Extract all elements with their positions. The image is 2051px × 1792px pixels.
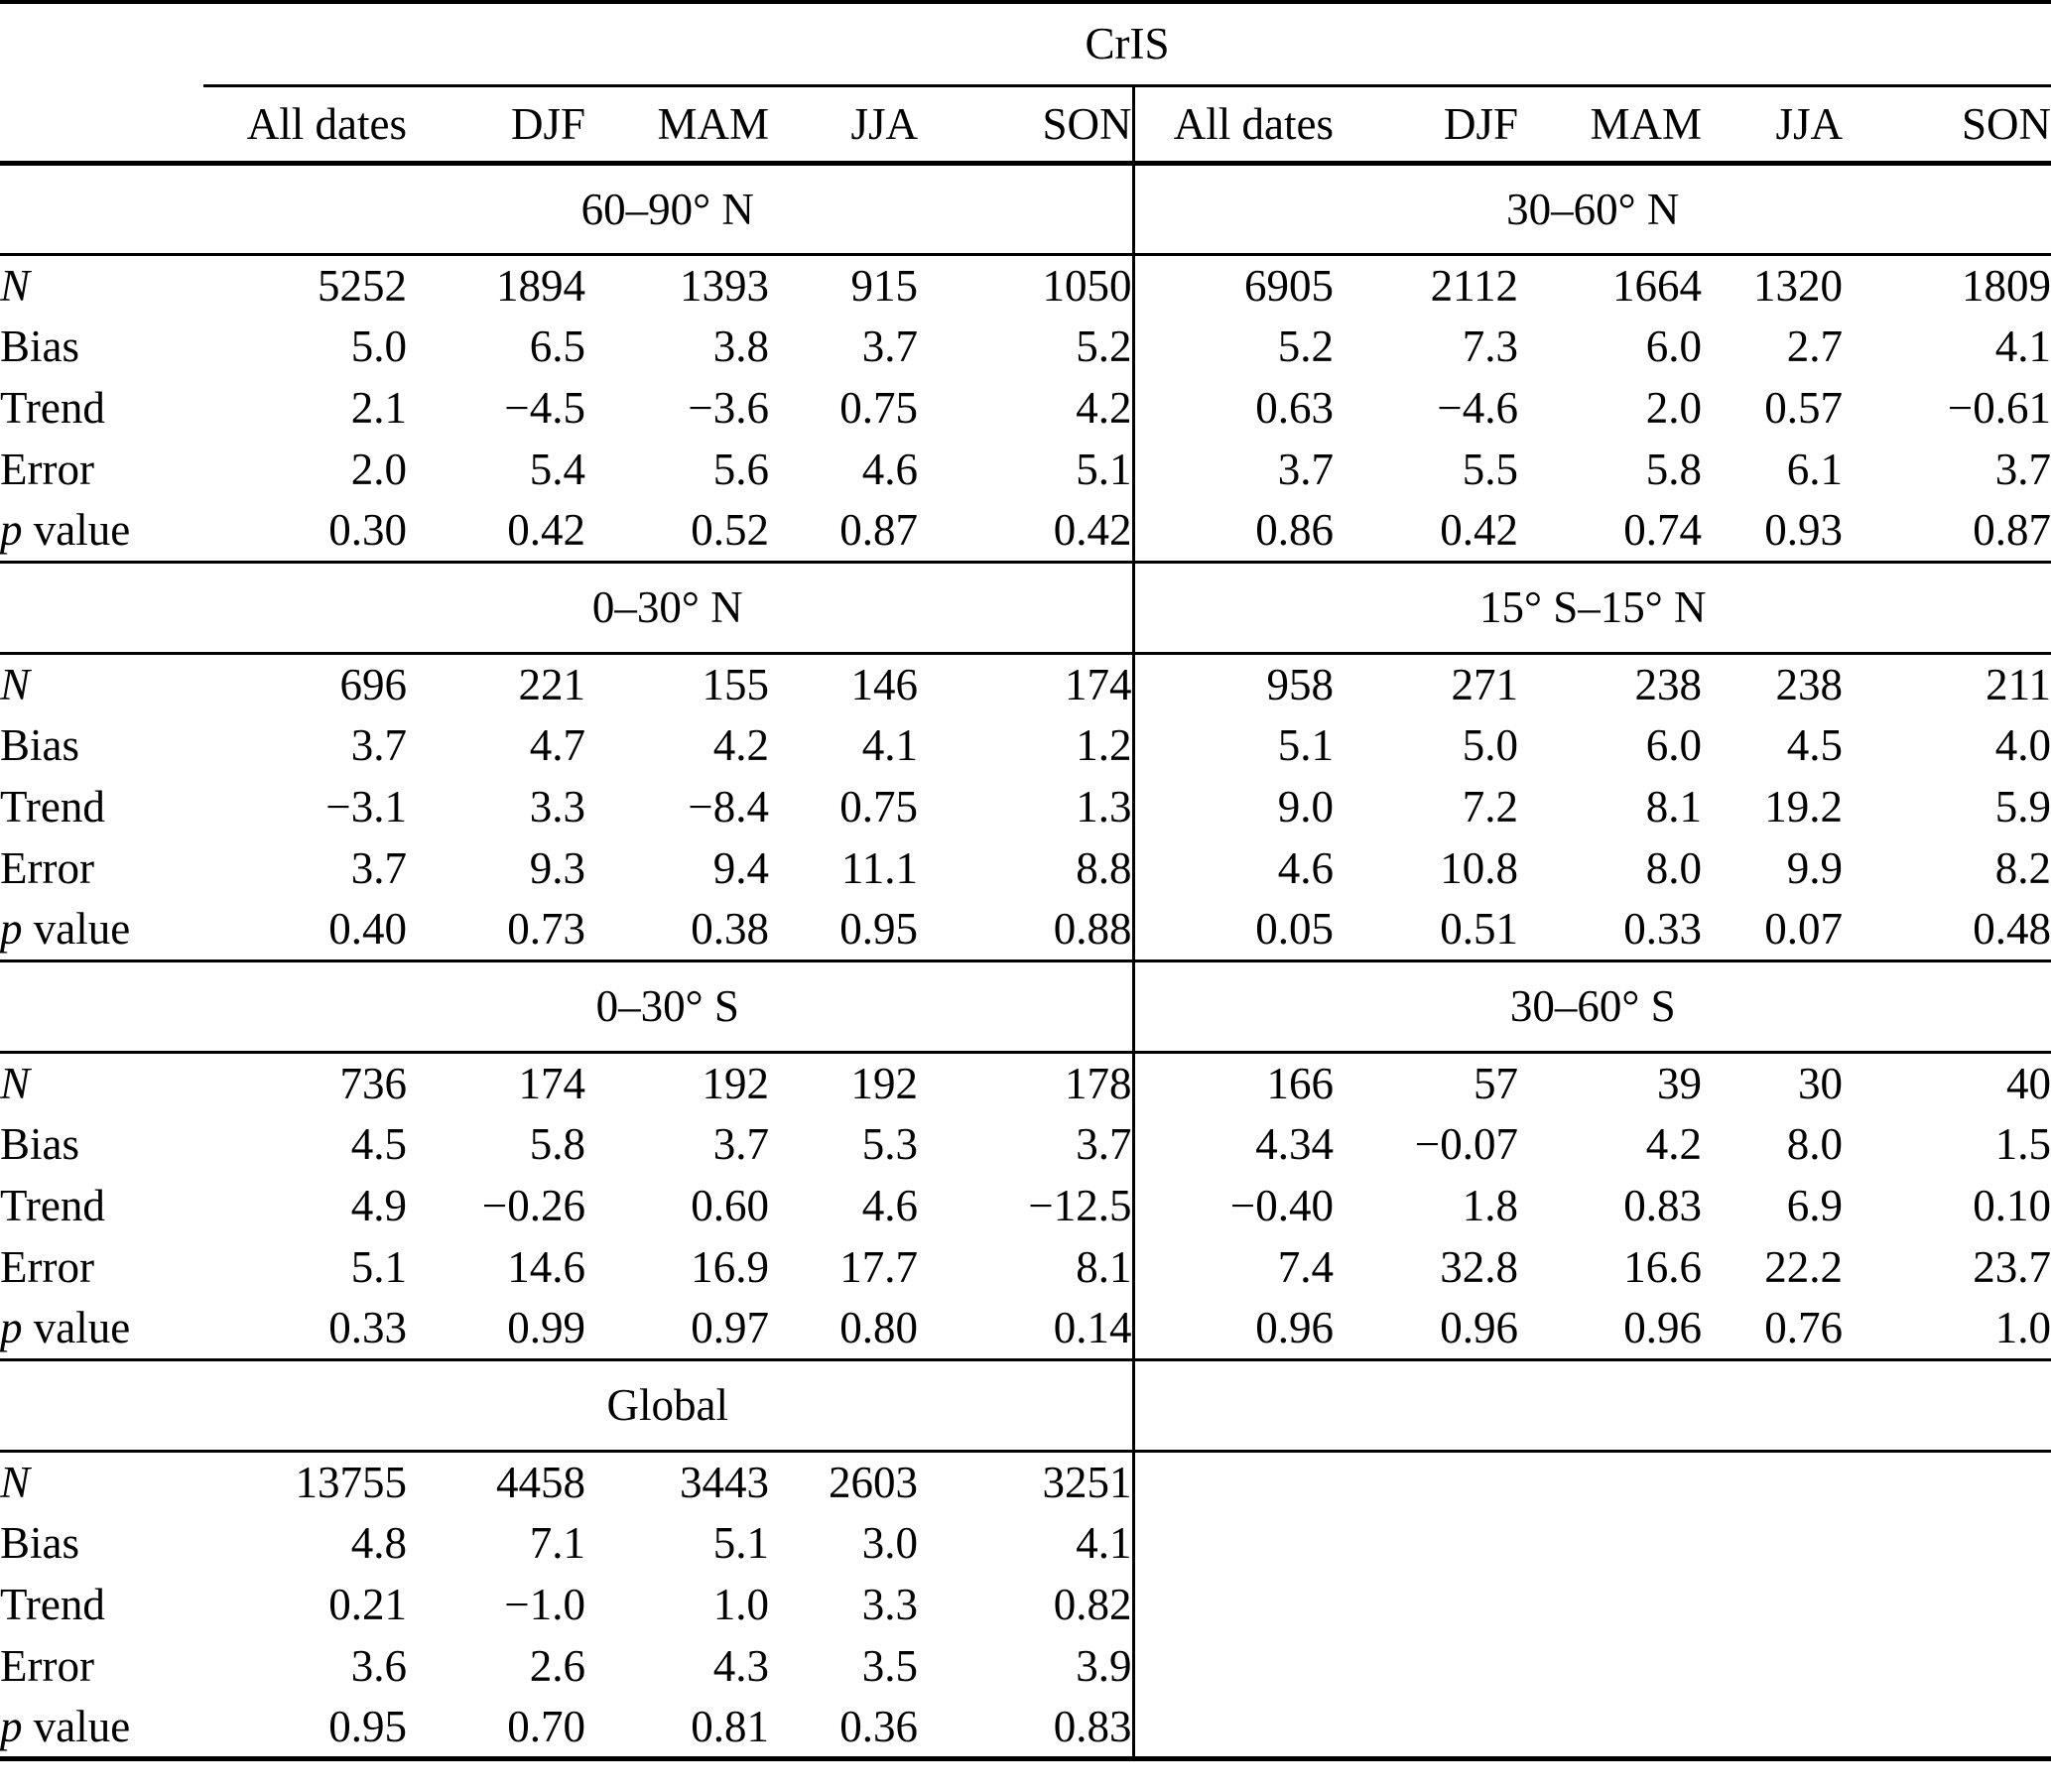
row-label <box>0 1697 203 1758</box>
value-cell: 10.8 <box>1440 843 1518 893</box>
value-cell: 4.9 <box>350 1181 407 1230</box>
value-cell: 0.88 <box>918 899 1133 960</box>
row-label <box>0 714 203 776</box>
value-cell: 4.1 <box>1076 1518 1132 1568</box>
value-cell: 5.0 <box>1462 720 1518 770</box>
value-cell <box>1702 1451 1843 1512</box>
spacer-cell <box>0 960 203 1052</box>
latitude-band-row <box>0 163 2051 254</box>
value-cell: 0.70 <box>507 1701 585 1751</box>
row-label <box>0 1512 203 1574</box>
value-cell <box>1334 1697 1518 1758</box>
value-cell: 4.6 <box>1133 837 1334 899</box>
value-cell: 4.0 <box>1994 720 2051 770</box>
value-cell: 13755 <box>295 1457 407 1507</box>
column-header: All dates <box>203 85 407 163</box>
value-cell: 1664 <box>1612 260 1702 311</box>
value-cell: 1.5 <box>1994 1119 2051 1169</box>
value-cell <box>1133 1697 1334 1758</box>
value-cell: 915 <box>850 260 918 311</box>
value-cell: 0.87 <box>1843 500 2051 562</box>
value-cell <box>1843 1697 2051 1758</box>
value-cell: 6.5 <box>529 321 585 371</box>
row-label-text: Trend <box>0 1580 105 1629</box>
column-header: MAM <box>585 85 769 163</box>
row-label-text: Bias <box>0 1119 80 1169</box>
value-cell: 39 <box>1657 1058 1702 1108</box>
stat-row <box>0 714 2051 776</box>
value-cell: 4.3 <box>712 1641 769 1691</box>
stat-row <box>0 254 2051 316</box>
value-cell: 22.2 <box>1764 1242 1843 1292</box>
value-cell: 0.10 <box>1973 1181 2051 1230</box>
row-label-text: Trend <box>0 782 105 832</box>
value-cell: 174 <box>1065 659 1132 709</box>
latitude-band-row <box>0 562 2051 653</box>
row-label-text: value <box>22 1701 131 1751</box>
value-cell: 0.42 <box>1334 500 1518 562</box>
value-cell <box>1702 1635 1843 1697</box>
value-cell: −4.5 <box>504 383 585 433</box>
value-cell: 0.36 <box>839 1701 918 1751</box>
value-cell <box>1702 1512 1843 1574</box>
region-title-right: 15° S–15° N <box>1133 562 2051 653</box>
spacer-cell <box>0 85 203 163</box>
value-cell: 9.4 <box>712 843 769 893</box>
value-cell: 2.7 <box>1786 321 1843 371</box>
value-cell: 6905 <box>1133 254 1334 316</box>
value-cell: 9.0 <box>1133 776 1334 837</box>
stat-row <box>0 1574 2051 1635</box>
value-cell <box>1133 1512 1334 1574</box>
row-label <box>0 500 203 562</box>
region-title-left: Global <box>203 1359 1133 1451</box>
value-cell: 0.48 <box>1843 899 2051 960</box>
value-cell: 1.3 <box>1076 782 1132 832</box>
value-cell: 3.7 <box>1994 445 2051 494</box>
value-cell: 5.1 <box>712 1518 769 1568</box>
value-cell: 2112 <box>1430 260 1518 311</box>
value-cell: 5252 <box>318 260 407 311</box>
value-cell: 8.1 <box>1076 1242 1132 1292</box>
row-label-text: Bias <box>0 321 80 371</box>
row-label <box>0 1298 203 1359</box>
value-cell: 3.9 <box>1076 1641 1132 1691</box>
value-cell: −3.1 <box>325 782 407 832</box>
value-cell: 0.96 <box>1518 1298 1702 1359</box>
value-cell: 4.5 <box>1786 720 1843 770</box>
value-cell: 8.1 <box>1645 782 1702 832</box>
stat-row <box>0 653 2051 714</box>
value-cell: 5.0 <box>350 321 407 371</box>
value-cell: 5.1 <box>350 1242 407 1292</box>
column-header: SON <box>918 85 1133 163</box>
value-cell: 0.33 <box>203 1298 407 1359</box>
value-cell: 5.2 <box>1133 316 1334 377</box>
value-cell: 4.34 <box>1133 1113 1334 1175</box>
value-cell: 4.1 <box>861 720 918 770</box>
value-cell: 4.2 <box>712 720 769 770</box>
value-cell: 0.33 <box>1518 899 1702 960</box>
value-cell: −1.0 <box>504 1580 585 1629</box>
value-cell: −8.4 <box>688 782 769 832</box>
stat-row <box>0 1512 2051 1574</box>
value-cell: 211 <box>1986 659 2051 709</box>
value-cell: 192 <box>850 1058 918 1108</box>
value-cell <box>1334 1574 1518 1635</box>
value-cell: 3251 <box>1042 1457 1132 1507</box>
value-cell: 0.81 <box>691 1701 769 1751</box>
value-cell: 7.4 <box>1133 1236 1334 1298</box>
row-label-text: Error <box>0 445 94 494</box>
stat-row <box>0 1236 2051 1298</box>
value-cell <box>1843 1574 2051 1635</box>
value-cell: 3.7 <box>350 720 407 770</box>
value-cell <box>1133 1574 1334 1635</box>
value-cell: 271 <box>1451 659 1518 709</box>
column-header: JJA <box>769 85 918 163</box>
value-cell: 0.93 <box>1702 500 1843 562</box>
value-cell <box>1702 1574 1843 1635</box>
row-label-italic: p <box>0 505 23 556</box>
value-cell: 0.80 <box>769 1298 918 1359</box>
row-label-italic: N <box>0 1058 31 1108</box>
stat-row <box>0 500 2051 562</box>
value-cell: 192 <box>702 1058 769 1108</box>
row-label-text: Bias <box>0 720 80 770</box>
value-cell <box>1334 1635 1518 1697</box>
row-label <box>0 254 203 316</box>
spacer-cell <box>0 163 203 254</box>
value-cell: 0.42 <box>918 500 1133 562</box>
value-cell: 5.8 <box>1645 445 1702 494</box>
row-label-text: Trend <box>0 383 105 433</box>
row-label <box>0 653 203 714</box>
value-cell: 5.8 <box>529 1119 585 1169</box>
value-cell: 16.9 <box>691 1242 769 1292</box>
value-cell <box>1518 1697 1702 1758</box>
row-label-italic: N <box>0 260 31 311</box>
value-cell: 6.9 <box>1786 1181 1843 1230</box>
value-cell: −4.6 <box>1437 383 1518 433</box>
value-cell: 23.7 <box>1973 1242 2051 1292</box>
row-label-italic: N <box>0 659 31 709</box>
value-cell: 14.6 <box>507 1242 585 1292</box>
value-cell: 0.07 <box>1702 899 1843 960</box>
column-header: DJF <box>1334 85 1518 163</box>
column-header: MAM <box>1518 85 1702 163</box>
row-label-text: value <box>22 1303 131 1353</box>
value-cell: 0.97 <box>585 1298 769 1359</box>
value-cell: 6.1 <box>1786 445 1843 494</box>
value-cell: 6.0 <box>1645 720 1702 770</box>
column-header-row <box>0 85 2051 163</box>
stat-row <box>0 1451 2051 1512</box>
value-cell <box>1133 1635 1334 1697</box>
value-cell: 0.42 <box>407 500 585 562</box>
row-label-text: value <box>22 505 131 556</box>
value-cell: 0.30 <box>203 500 407 562</box>
value-cell: 5.9 <box>1994 782 2051 832</box>
value-cell: 0.63 <box>1133 377 1334 439</box>
value-cell: 19.2 <box>1764 782 1843 832</box>
stat-row <box>0 776 2051 837</box>
value-cell: 0.38 <box>585 899 769 960</box>
value-cell <box>1702 1697 1843 1758</box>
value-cell: 32.8 <box>1440 1242 1518 1292</box>
value-cell: 1809 <box>1962 260 2051 311</box>
value-cell: 1320 <box>1753 260 1843 311</box>
value-cell: 0.73 <box>407 899 585 960</box>
value-cell: 0.76 <box>1702 1298 1843 1359</box>
value-cell: 40 <box>2006 1058 2051 1108</box>
value-cell: 2.6 <box>529 1641 585 1691</box>
stat-row <box>0 439 2051 500</box>
stat-row <box>0 377 2051 439</box>
value-cell: 3.3 <box>529 782 585 832</box>
value-cell: −0.40 <box>1133 1175 1334 1236</box>
value-cell: 0.95 <box>769 899 918 960</box>
value-cell: 0.74 <box>1518 500 1702 562</box>
value-cell: 3.5 <box>861 1641 918 1691</box>
value-cell: 238 <box>1775 659 1843 709</box>
row-label <box>0 316 203 377</box>
value-cell: 7.2 <box>1462 782 1518 832</box>
stat-row <box>0 1697 2051 1758</box>
value-cell: 238 <box>1634 659 1702 709</box>
value-cell <box>1518 1451 1702 1512</box>
row-label-text: value <box>22 904 131 955</box>
stat-row <box>0 1175 2051 1236</box>
value-cell: 57 <box>1474 1058 1518 1108</box>
value-cell <box>1518 1574 1702 1635</box>
row-label-italic: N <box>0 1457 31 1507</box>
region-title-left: 60–90° N <box>203 163 1133 254</box>
value-cell: 1393 <box>680 260 769 311</box>
stat-row <box>0 1052 2051 1113</box>
value-cell: 5.5 <box>1462 445 1518 494</box>
value-cell: 5.1 <box>1133 714 1334 776</box>
value-cell <box>1843 1512 2051 1574</box>
value-cell: 4.7 <box>529 720 585 770</box>
value-cell: 2.1 <box>350 383 407 433</box>
column-header: All dates <box>1133 85 1334 163</box>
value-cell: 3.8 <box>712 321 769 371</box>
row-label <box>0 1635 203 1697</box>
value-cell: 4458 <box>496 1457 585 1507</box>
value-cell: 0.05 <box>1133 899 1334 960</box>
value-cell: 958 <box>1133 653 1334 714</box>
row-label-text: Error <box>0 1242 94 1292</box>
row-label-text: Error <box>0 1641 94 1691</box>
region-title-right: 30–60° N <box>1133 163 2051 254</box>
stat-row <box>0 1298 2051 1359</box>
value-cell: 174 <box>518 1058 585 1108</box>
row-label <box>0 776 203 837</box>
row-label-italic: p <box>0 1303 23 1353</box>
value-cell: 3443 <box>680 1457 769 1507</box>
value-cell: 5.1 <box>1076 445 1132 494</box>
value-cell: 16.6 <box>1623 1242 1702 1292</box>
row-label <box>0 1236 203 1298</box>
value-cell: 1.0 <box>1843 1298 2051 1359</box>
value-cell: 166 <box>1133 1052 1334 1113</box>
value-cell: 5.2 <box>1076 321 1132 371</box>
value-cell: 17.7 <box>839 1242 918 1292</box>
value-cell: 4.2 <box>1645 1119 1702 1169</box>
row-label <box>0 1574 203 1635</box>
row-label <box>0 899 203 960</box>
stat-row <box>0 1635 2051 1697</box>
value-cell: 2603 <box>829 1457 918 1507</box>
value-cell: 7.1 <box>529 1518 585 1568</box>
value-cell: 9.3 <box>529 843 585 893</box>
value-cell: 0.95 <box>328 1701 407 1751</box>
value-cell: 0.14 <box>918 1298 1133 1359</box>
value-cell: 3.7 <box>1133 439 1334 500</box>
value-cell: 11.1 <box>840 843 918 893</box>
value-cell: −0.07 <box>1414 1119 1518 1169</box>
value-cell: 4.6 <box>861 1181 918 1230</box>
value-cell: 4.2 <box>1076 383 1132 433</box>
row-label-italic: p <box>0 904 23 955</box>
value-cell: 0.75 <box>839 383 918 433</box>
row-label-text: Error <box>0 843 94 893</box>
value-cell: 1.0 <box>712 1580 769 1629</box>
value-cell: 0.57 <box>1764 383 1843 433</box>
value-cell <box>1843 1635 2051 1697</box>
value-cell: 0.83 <box>1623 1181 1702 1230</box>
value-cell: 3.7 <box>1076 1119 1132 1169</box>
value-cell: 4.8 <box>350 1518 407 1568</box>
value-cell: −0.26 <box>481 1181 585 1230</box>
value-cell: −12.5 <box>1028 1181 1132 1230</box>
value-cell: 3.7 <box>350 843 407 893</box>
value-cell: 30 <box>1798 1058 1843 1108</box>
value-cell: 2.0 <box>350 445 407 494</box>
region-title-right <box>1133 1359 2051 1451</box>
value-cell: 736 <box>339 1058 407 1108</box>
value-cell: 696 <box>339 659 407 709</box>
row-label-text: Trend <box>0 1181 105 1230</box>
instrument-group-header: CrIS <box>203 2 2051 85</box>
column-header: JJA <box>1702 85 1843 163</box>
spacer-cell <box>0 562 203 653</box>
row-label <box>0 377 203 439</box>
stat-row <box>0 899 2051 960</box>
value-cell <box>1334 1512 1518 1574</box>
corner-spacer <box>0 2 203 85</box>
value-cell: 0.83 <box>1053 1701 1132 1751</box>
value-cell: −3.6 <box>688 383 769 433</box>
value-cell: 4.1 <box>1994 321 2051 371</box>
value-cell: 0.21 <box>328 1580 407 1629</box>
instrument-header-row <box>0 2 2051 85</box>
latitude-band-row <box>0 960 2051 1052</box>
value-cell <box>1334 1451 1518 1512</box>
row-label <box>0 1113 203 1175</box>
region-title-left: 0–30° S <box>203 960 1133 1052</box>
value-cell: 0.75 <box>839 782 918 832</box>
value-cell: 9.9 <box>1786 843 1843 893</box>
value-cell: 8.8 <box>1076 843 1132 893</box>
value-cell: 0.52 <box>585 500 769 562</box>
stat-row <box>0 1113 2051 1175</box>
row-label-italic: p <box>0 1701 23 1751</box>
value-cell: 0.51 <box>1334 899 1518 960</box>
value-cell: 5.3 <box>861 1119 918 1169</box>
value-cell: 146 <box>850 659 918 709</box>
value-cell: 8.2 <box>1994 843 2051 893</box>
row-label <box>0 1451 203 1512</box>
row-label <box>0 439 203 500</box>
value-cell: 1.2 <box>1076 720 1132 770</box>
value-cell: 1050 <box>1042 260 1132 311</box>
value-cell: 3.3 <box>861 1580 918 1629</box>
row-label <box>0 1052 203 1113</box>
value-cell: 0.86 <box>1133 500 1334 562</box>
value-cell: 4.5 <box>350 1119 407 1169</box>
value-cell: 0.82 <box>1053 1580 1132 1629</box>
value-cell: 3.7 <box>712 1119 769 1169</box>
stat-row <box>0 837 2051 899</box>
stat-row <box>0 316 2051 377</box>
value-cell: 7.3 <box>1462 321 1518 371</box>
value-cell: 1.8 <box>1462 1181 1518 1230</box>
value-cell: 5.4 <box>529 445 585 494</box>
region-title-left: 0–30° N <box>203 562 1133 653</box>
value-cell: 0.96 <box>1133 1298 1334 1359</box>
value-cell <box>1518 1635 1702 1697</box>
value-cell: 155 <box>702 659 769 709</box>
row-label <box>0 1175 203 1236</box>
value-cell: 3.7 <box>861 321 918 371</box>
value-cell: 8.0 <box>1786 1119 1843 1169</box>
column-header: SON <box>1843 85 2051 163</box>
value-cell: 5.6 <box>712 445 769 494</box>
value-cell: −0.61 <box>1947 383 2051 433</box>
value-cell: 3.6 <box>350 1641 407 1691</box>
latitude-band-row <box>0 1359 2051 1451</box>
value-cell: 4.6 <box>861 445 918 494</box>
value-cell <box>1133 1451 1334 1512</box>
value-cell: 0.60 <box>691 1181 769 1230</box>
value-cell: 0.96 <box>1334 1298 1518 1359</box>
value-cell <box>1518 1512 1702 1574</box>
value-cell: 0.87 <box>769 500 918 562</box>
value-cell: 1894 <box>496 260 585 311</box>
value-cell: 2.0 <box>1645 383 1702 433</box>
value-cell: 6.0 <box>1645 321 1702 371</box>
value-cell <box>1843 1451 2051 1512</box>
row-label-text: Bias <box>0 1518 80 1568</box>
row-label <box>0 837 203 899</box>
value-cell: 3.0 <box>861 1518 918 1568</box>
column-header: DJF <box>407 85 585 163</box>
spacer-cell <box>0 1359 203 1451</box>
region-title-right: 30–60° S <box>1133 960 2051 1052</box>
value-cell: 221 <box>518 659 585 709</box>
value-cell: 0.99 <box>407 1298 585 1359</box>
value-cell: 178 <box>1065 1058 1132 1108</box>
value-cell: 0.40 <box>203 899 407 960</box>
value-cell: 8.0 <box>1645 843 1702 893</box>
